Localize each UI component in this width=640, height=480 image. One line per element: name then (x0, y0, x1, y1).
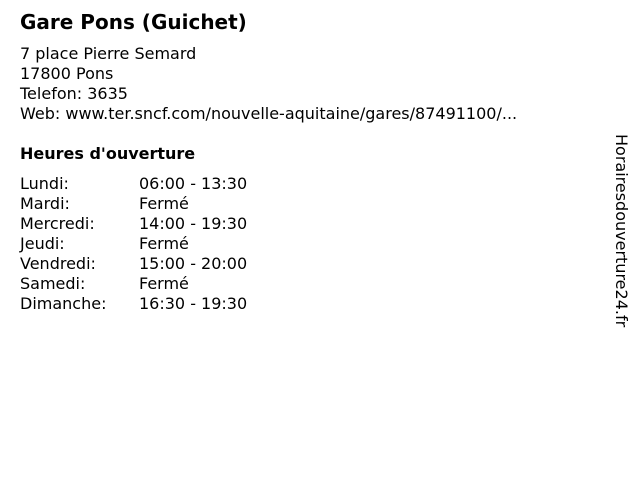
hours-row-mercredi (20, 214, 247, 234)
day-label: Mercredi: (20, 214, 95, 233)
time-value: 16:30 - 19:30 (139, 294, 248, 313)
address-city: 17800 Pons (20, 64, 114, 83)
address-street: 7 place Pierre Semard (20, 44, 197, 63)
day-label: Dimanche: (20, 294, 107, 313)
hours-row-vendredi (20, 254, 247, 274)
phone-number: Telefon: 3635 (20, 84, 128, 103)
hours-row-samedi (20, 274, 247, 294)
time-value: Fermé (139, 194, 189, 213)
time-value: Fermé (139, 234, 189, 253)
hours-row-dimanche (20, 294, 247, 314)
day-label: Samedi: (20, 274, 86, 293)
hours-table (20, 174, 247, 314)
hours-row-mardi (20, 194, 247, 214)
address-block (20, 44, 517, 124)
day-label: Jeudi: (20, 234, 65, 253)
hours-row-lundi (20, 174, 247, 194)
time-value: 14:00 - 19:30 (139, 214, 248, 233)
hours-row-jeudi (20, 234, 247, 254)
time-value: 06:00 - 13:30 (139, 174, 248, 193)
day-label: Vendredi: (20, 254, 96, 273)
day-label: Mardi: (20, 194, 70, 213)
site-watermark: Horairesdouverture24.fr (612, 134, 631, 328)
time-value: Fermé (139, 274, 189, 293)
day-label: Lundi: (20, 174, 69, 193)
hours-heading: Heures d'ouverture (20, 144, 196, 163)
page-title: Gare Pons (Guichet) (20, 10, 247, 34)
time-value: 15:00 - 20:00 (139, 254, 248, 273)
website-link[interactable]: Web: www.ter.sncf.com/nouvelle-aquitaine/gares/87491100/... (20, 104, 518, 123)
